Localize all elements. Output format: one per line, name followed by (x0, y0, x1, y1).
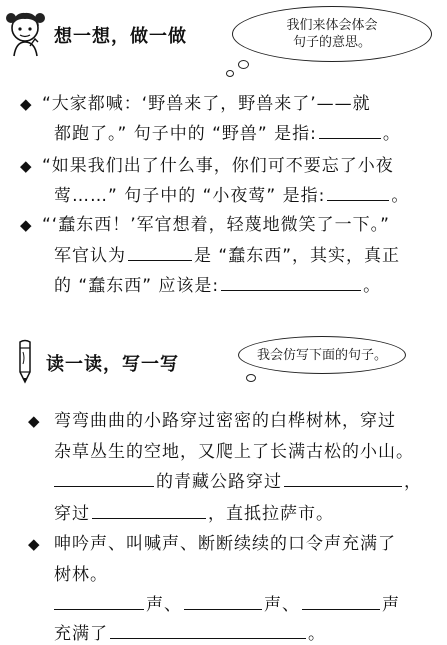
answer-blank[interactable] (54, 485, 154, 487)
exercise-1-text-2: 穿过 (54, 504, 90, 524)
exercise-2-sound-2: 声、 (264, 595, 300, 615)
question-3-end: 。 (363, 276, 382, 296)
answer-blank[interactable] (302, 608, 380, 610)
answer-blank[interactable] (319, 137, 381, 139)
bubble-line-1: 我们来体会体会 (286, 18, 378, 33)
question-1-line-2 (54, 124, 401, 144)
answer-blank[interactable] (110, 637, 306, 639)
bullet-icon: ◆ (20, 216, 32, 234)
question-3-line-3 (54, 276, 381, 296)
question-2-line-1: “如果我们出了什么事，你们可不要忘了小夜 (42, 156, 394, 176)
girl-mascot-icon (4, 6, 46, 58)
question-2-line-2 (54, 186, 409, 206)
bullet-icon: ◆ (20, 157, 32, 175)
question-1-line-1: “大家都喊：‘野兽来了，野兽来了’——就 (42, 94, 371, 114)
thought-bubble (232, 6, 432, 62)
answer-blank[interactable] (54, 608, 144, 610)
bullet-icon: ◆ (20, 95, 32, 113)
section-heading-think: 想一想，做一做 (54, 26, 187, 47)
exercise-2-line-4 (54, 624, 326, 644)
question-3-text-2: 是 “蠢东西”，其实，真正 (194, 246, 401, 266)
question-2-end: 。 (391, 186, 410, 206)
exercise-1-line-2: 杂草丛生的空地，又爬上了长满古松的小山。 (54, 442, 414, 462)
exercise-1-line-1: 弯弯曲曲的小路穿过密密的白桦树林，穿过 (54, 411, 396, 431)
answer-blank[interactable] (128, 259, 192, 261)
question-1-text: 都跑了。” 句子中的 “野兽” 是指: (54, 124, 317, 144)
answer-blank[interactable] (184, 608, 262, 610)
thought-bubble-2 (238, 336, 406, 374)
bubble-tail-dot (238, 60, 249, 69)
bubble-line-2: 句子的意思。 (292, 35, 371, 50)
question-3-text: 军官认为 (54, 246, 126, 266)
question-3-line-1: “‘蠢东西！’军官想着，轻蔑地微笑了一下。” (42, 215, 390, 235)
answer-blank[interactable] (92, 517, 206, 519)
exercise-1-text: 的青藏公路穿过 (156, 472, 282, 492)
answer-blank[interactable] (327, 199, 389, 201)
question-3-line-2 (54, 246, 400, 266)
bubble-tail-dot (226, 70, 234, 77)
bubble-2-text: 我会仿写下面的句子。 (256, 347, 387, 363)
exercise-1-line-4 (54, 504, 334, 524)
exercise-2-sound-3: 声 (382, 595, 400, 615)
exercise-2-line-3 (54, 595, 400, 615)
exercise-1-line-3 (54, 472, 422, 492)
exercise-1-end: ，直抵拉萨市。 (208, 504, 334, 524)
answer-blank[interactable] (221, 289, 361, 291)
bullet-icon: ◆ (28, 412, 40, 430)
answer-blank[interactable] (284, 485, 402, 487)
bullet-icon: ◆ (28, 535, 40, 553)
exercise-1-comma: ， (404, 472, 422, 492)
pencil-icon (14, 338, 36, 384)
exercise-2-line-2: 树林。 (54, 565, 108, 585)
section-heading-read: 读一读，写一写 (46, 354, 179, 375)
exercise-2-text: 充满了 (54, 624, 108, 644)
bubble-tail-dot (246, 374, 256, 382)
question-3-text-3: 的 “蠢东西” 应该是: (54, 276, 220, 296)
exercise-2-line-1: 呻吟声、叫喊声、断断续续的口令声充满了 (54, 534, 396, 554)
question-2-text: 莺……” 句子中的 “小夜莺” 是指: (54, 186, 326, 206)
question-1-end: 。 (382, 124, 401, 144)
exercise-2-end: 。 (308, 624, 326, 644)
exercise-2-sound-1: 声、 (146, 595, 182, 615)
